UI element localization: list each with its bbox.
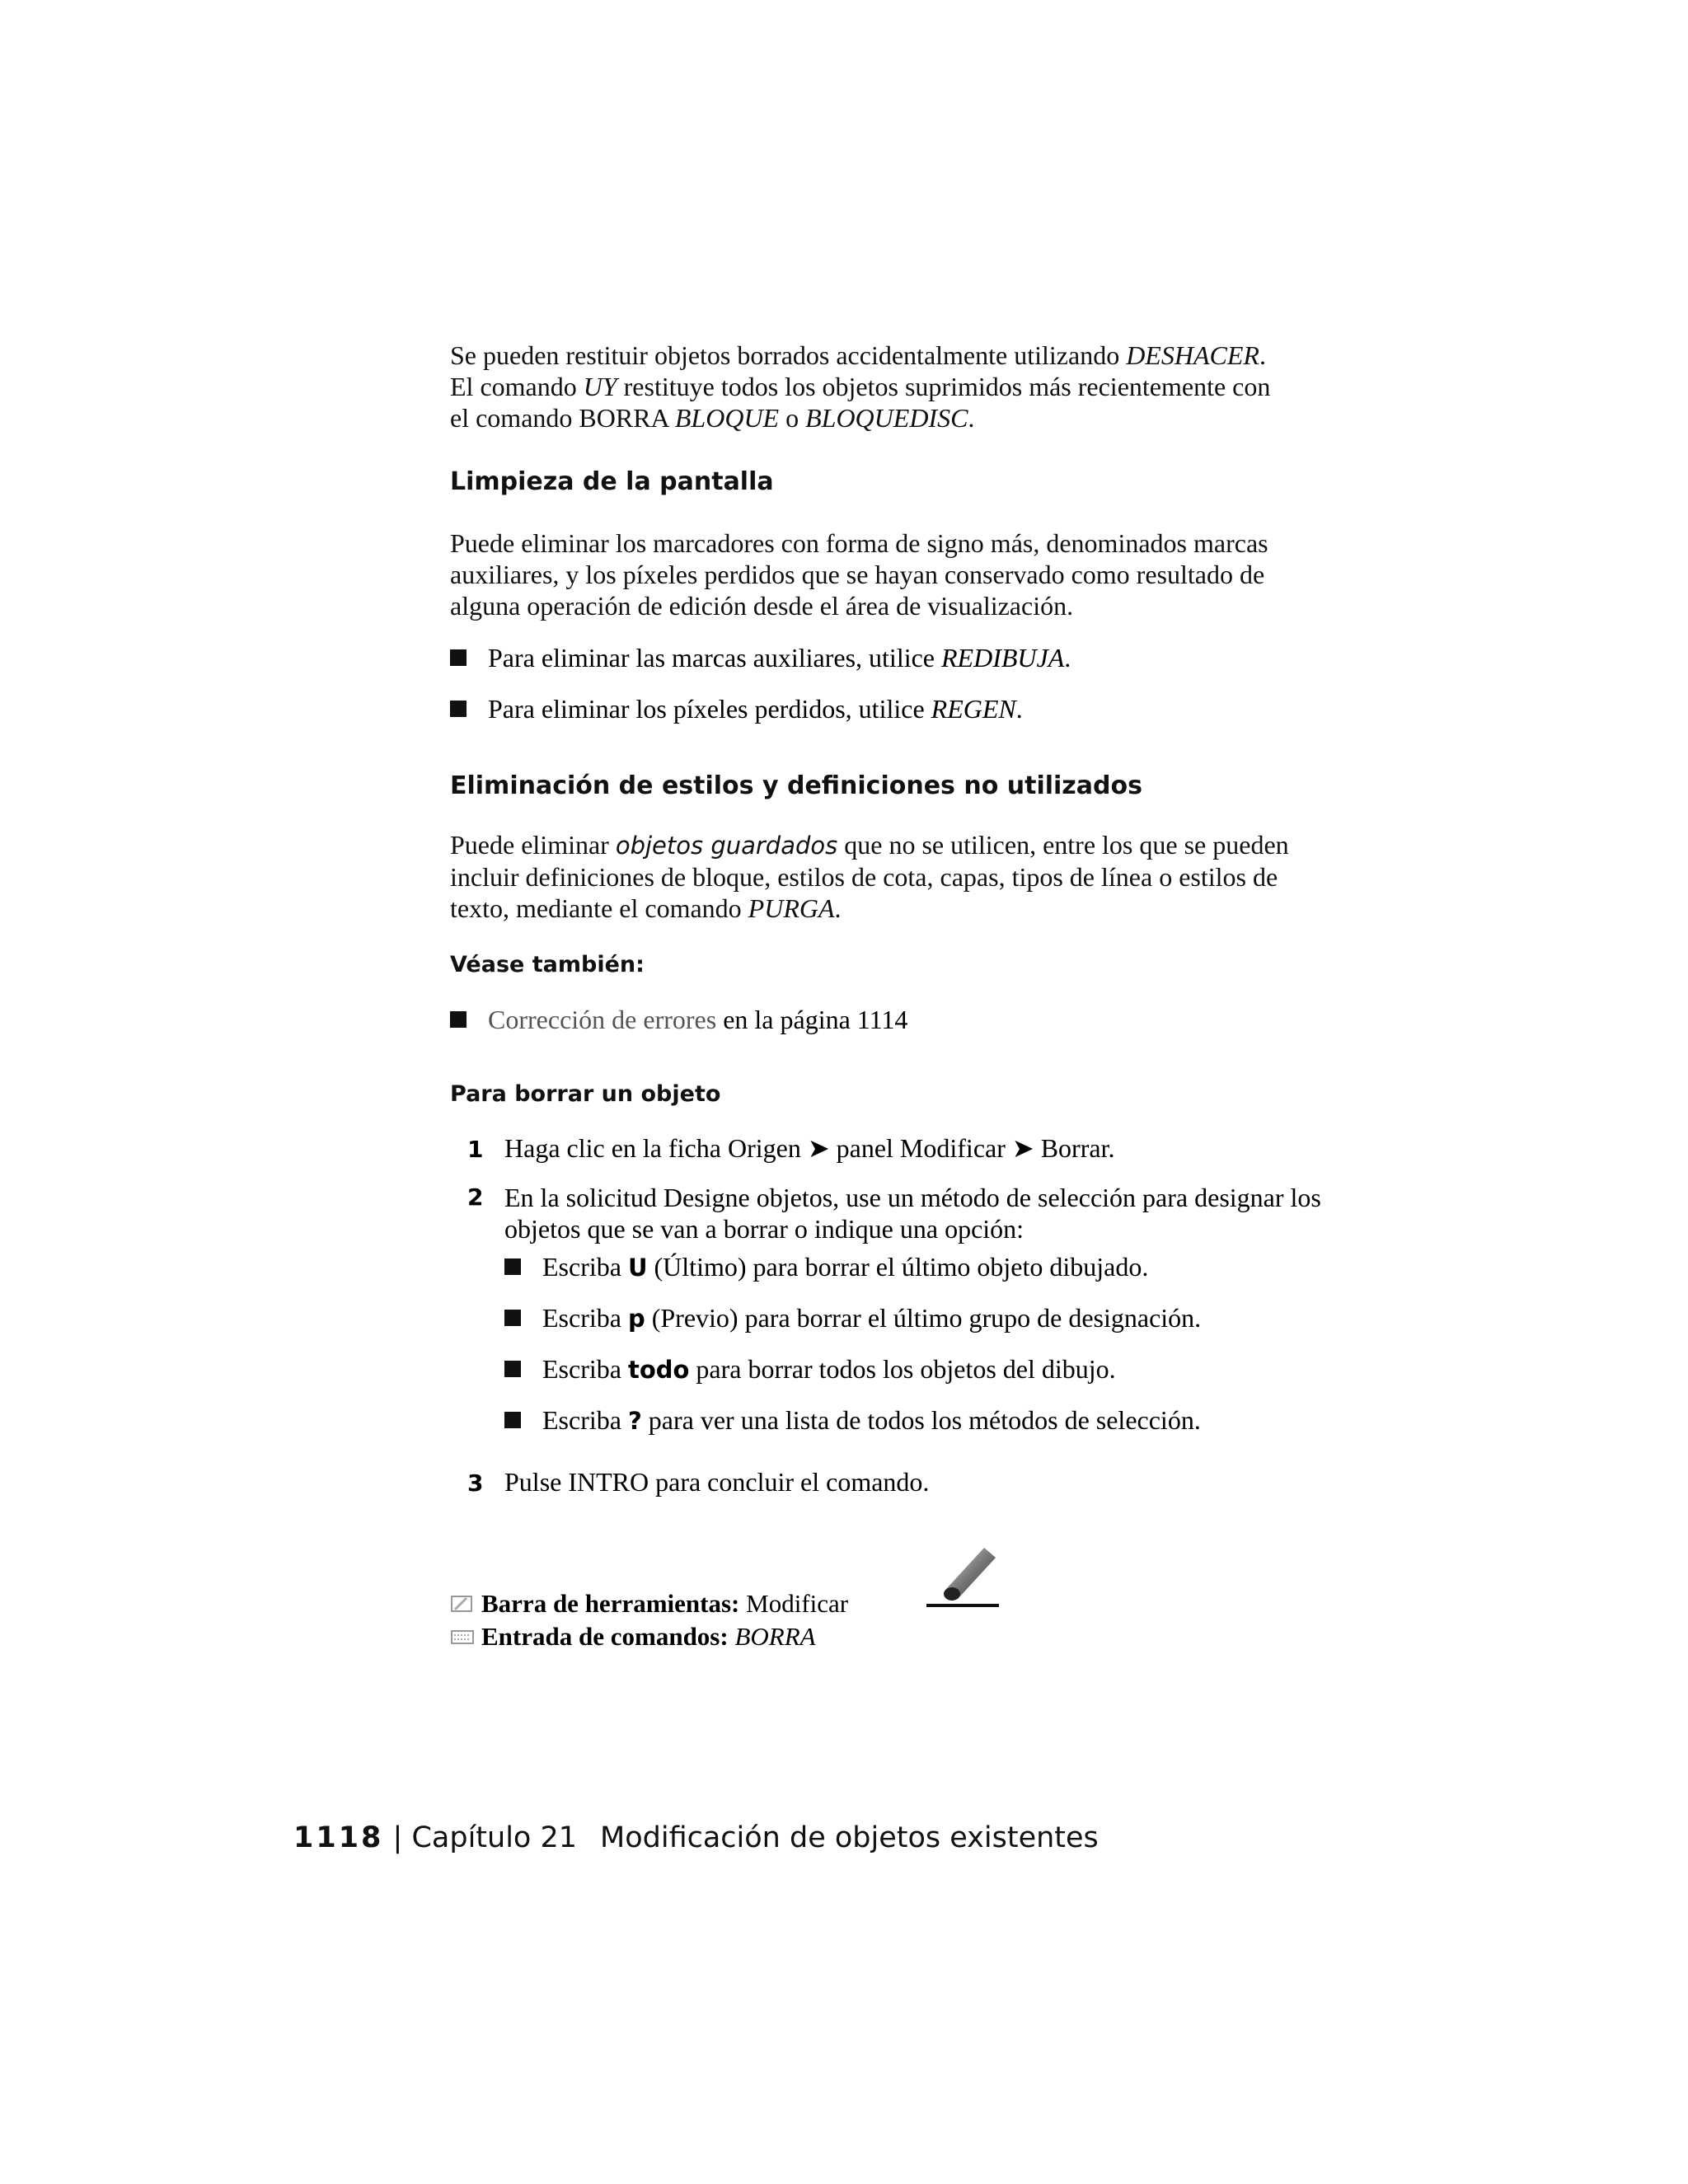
see-also-item: Corrección de errores en la página 1114 — [450, 1004, 907, 1035]
bullet-square — [504, 1361, 521, 1377]
step-1: 1 Haga clic en la ficha Origen ➤ panel Modificar ➤ Borrar. — [467, 1133, 1115, 1163]
section-heading-limpieza: Limpieza de la pantalla — [450, 467, 774, 496]
eraser-icon[interactable] — [926, 1540, 1001, 1614]
option-item: Escriba todo para borrar todos los objetos del dibujo. — [504, 1353, 1116, 1385]
toolbar-access: Barra de herramientas: Modificar — [450, 1588, 848, 1619]
bullet-square — [450, 649, 467, 666]
section-heading-eliminacion: Eliminación de estilos y definiciones no utilizados — [450, 771, 1142, 800]
bullet-square — [450, 1011, 467, 1028]
option-item: Escriba p (Previo) para borrar el último grupo de designación. — [504, 1302, 1201, 1334]
section1-paragraph: Puede eliminar los marcadores con forma de signo más, denominados marcas auxiliares, y los píxeles perdidos que se hayan conservado como resultado de alguna operación de edición desde el área de visualización. — [450, 528, 1268, 621]
command-access: Entrada de comandos: BORRA — [450, 1621, 816, 1652]
keyboard-icon — [450, 1627, 475, 1647]
procedure-title: Para borrar un objeto — [450, 1081, 721, 1107]
chapter-label: Capítulo 21 — [411, 1821, 578, 1854]
bullet-square — [504, 1412, 521, 1428]
bullet-square — [450, 701, 467, 717]
intro-paragraph: Se pueden restituir objetos borrados accidentalmente utilizando DESHACER. El comando UY restituye todos los objetos suprimidos más recientemente con el comando BORRA BLOQUE o BLOQUEDISC. — [450, 340, 1271, 433]
step-2: 2 En la solicitud Designe objetos, use un método de selección para designar los objetos que se van a borrar o indique una opción: — [467, 1183, 1321, 1244]
bullet-square — [504, 1310, 521, 1326]
bullet-item: Para eliminar las marcas auxiliares, utilice REDIBUJA. — [450, 642, 1071, 673]
see-also-link[interactable]: Corrección de errores — [488, 1005, 717, 1034]
see-also-label: Véase también: — [450, 952, 645, 977]
option-item: Escriba ? para ver una lista de todos los métodos de selección. — [504, 1404, 1201, 1436]
bullet-square — [504, 1258, 521, 1275]
bullet-item: Para eliminar los píxeles perdidos, utilice REGEN. — [450, 693, 1023, 724]
page-number: 1118 — [293, 1821, 384, 1854]
page-footer: 1118 | Capítulo 21 Modificación de objetos existentes — [293, 1821, 1099, 1854]
section2-paragraph: Puede eliminar objetos guardados que no se utilicen, entre los que se pueden incluir definiciones de bloque, estilos de cota, capas, tipos de línea o estilos de texto, mediante el comando PURGA. — [450, 830, 1289, 923]
option-item: Escriba U (Último) para borrar el último objeto dibujado. — [504, 1251, 1148, 1283]
chapter-title: Modificación de objetos existentes — [600, 1821, 1099, 1854]
step-3: 3 Pulse INTRO para concluir el comando. — [467, 1467, 930, 1497]
toolbar-icon — [450, 1594, 475, 1614]
